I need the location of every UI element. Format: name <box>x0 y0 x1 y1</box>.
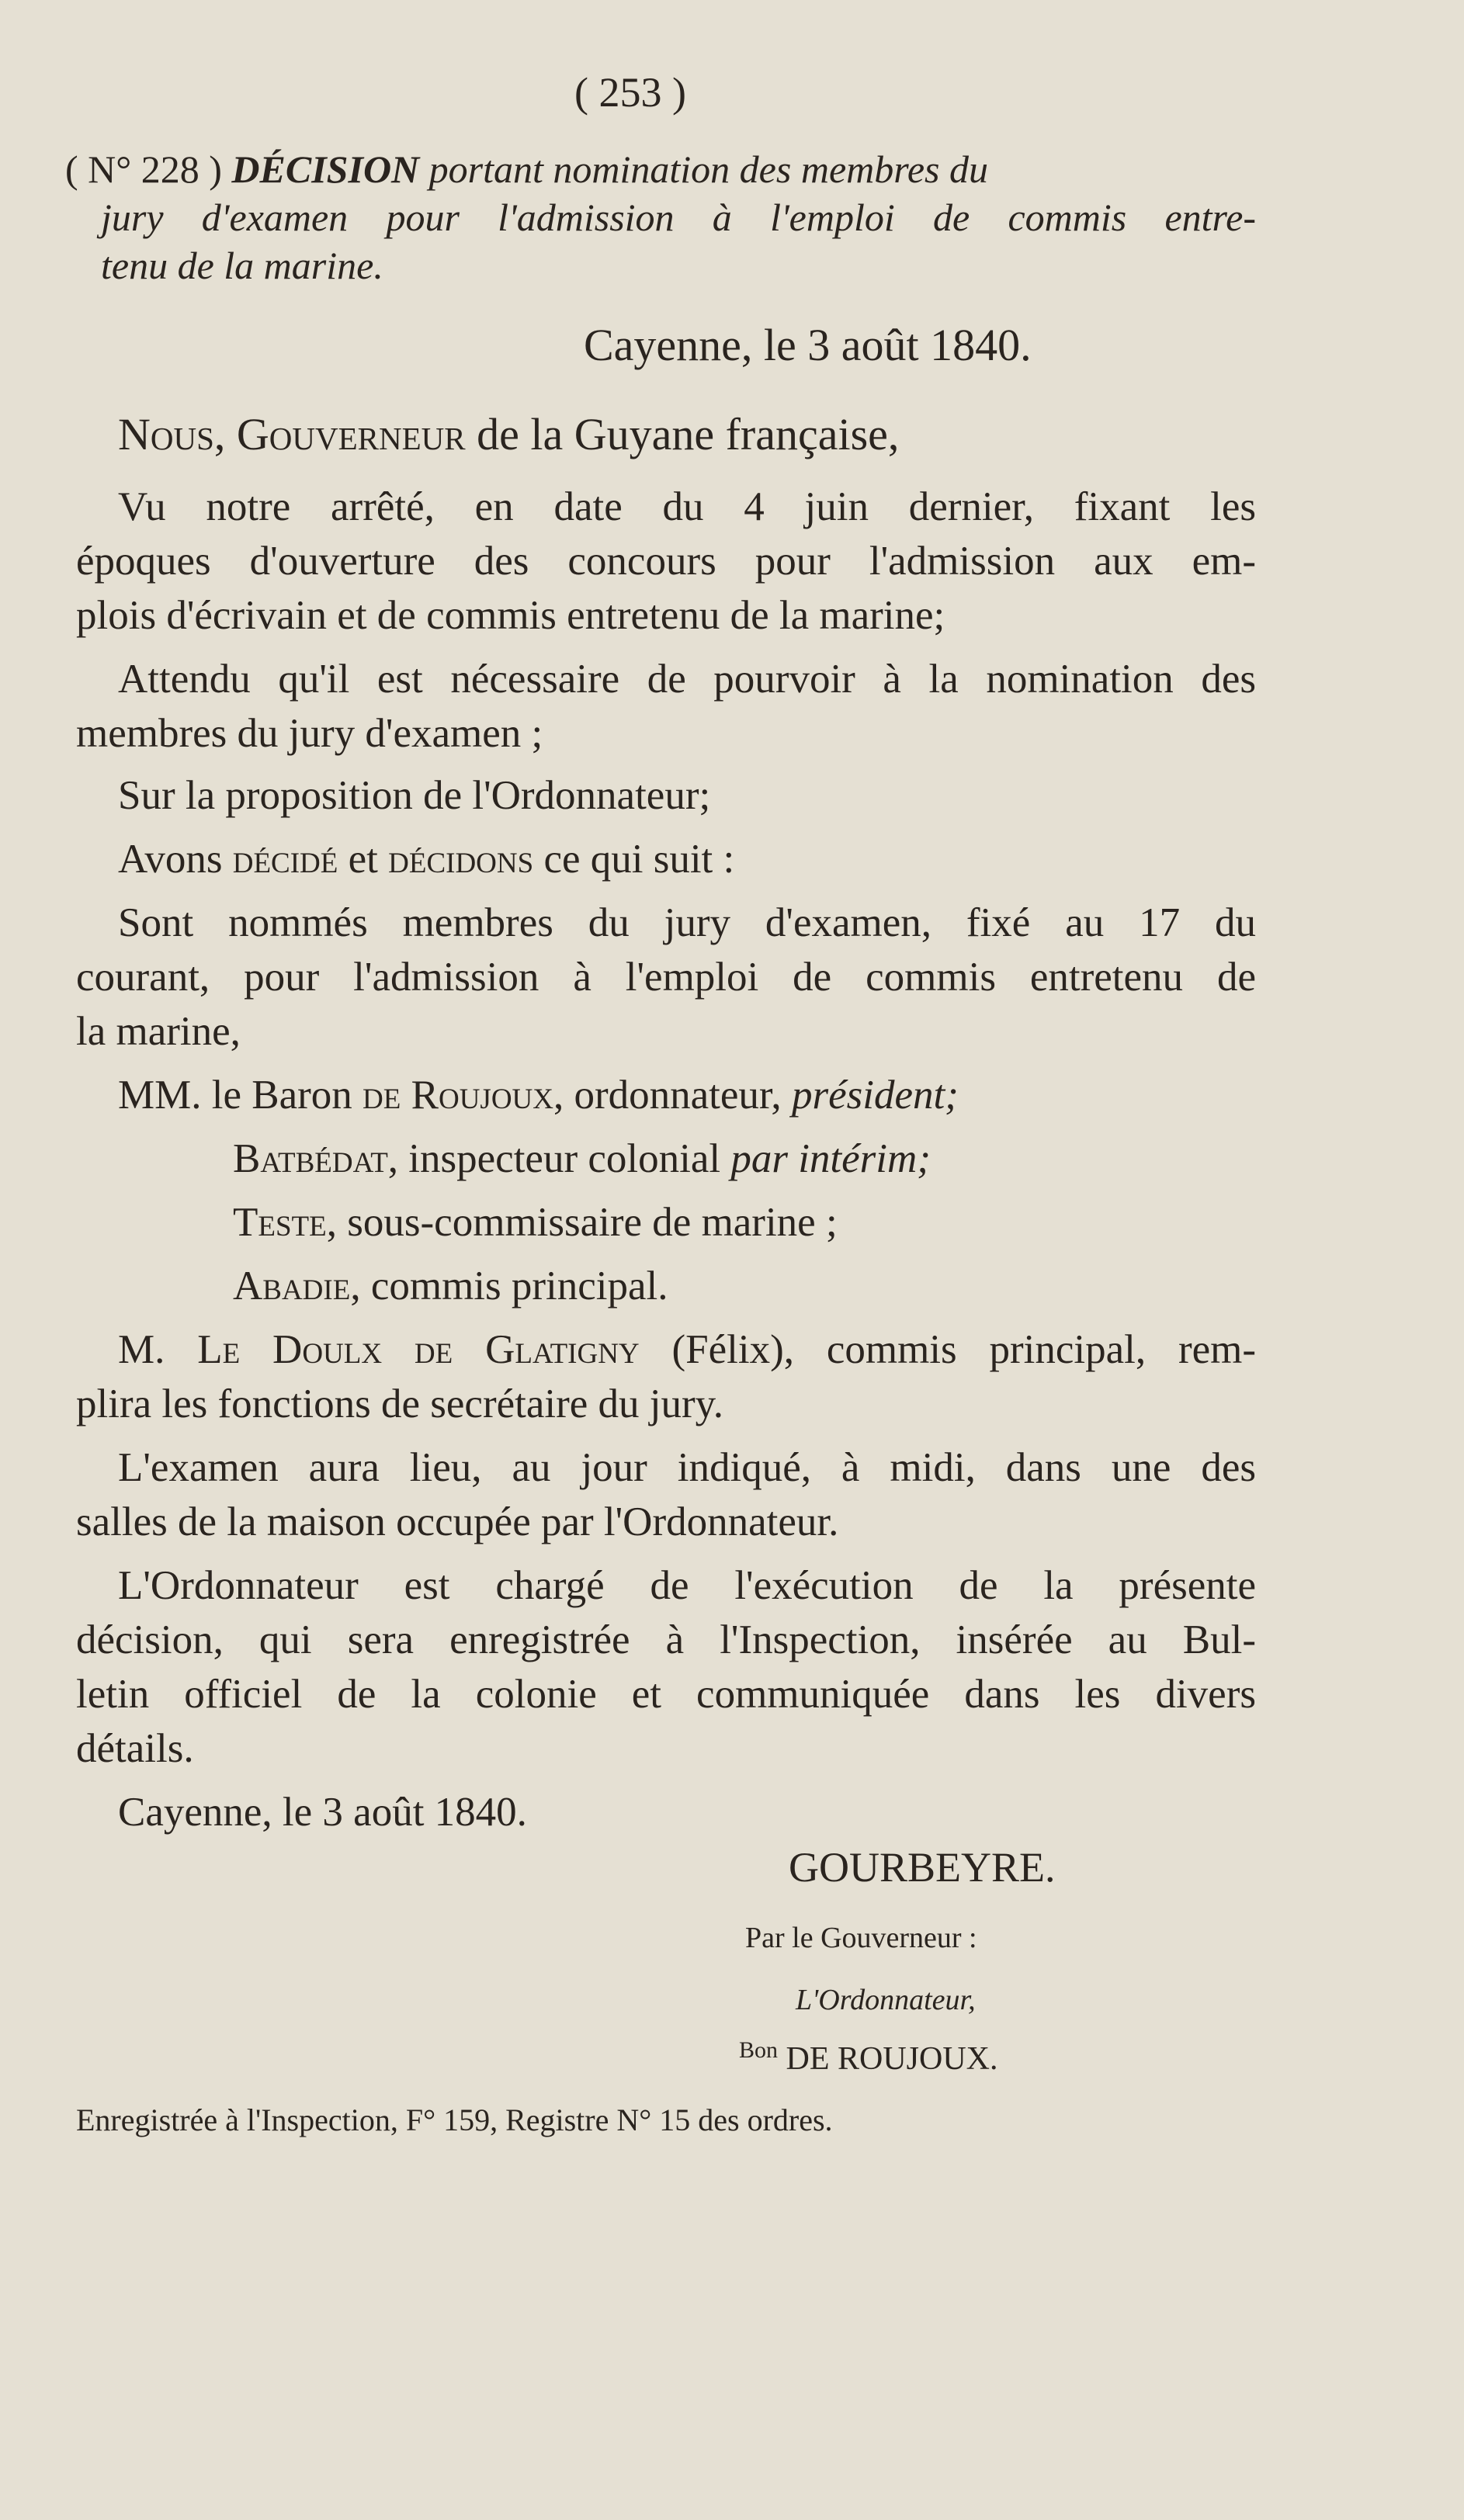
member-2-name: Batbédat <box>233 1136 388 1181</box>
preamble <box>118 407 1298 462</box>
member-3-role: , sous-commissaire de marine ; <box>326 1200 838 1245</box>
decision-heading-line-1 <box>65 142 1245 196</box>
attendu-line-2: membres du jury d'examen ; <box>76 711 543 756</box>
preamble-gouverneur: Gouverneur <box>236 409 466 459</box>
decidons-word: décidons <box>388 837 534 882</box>
secretary-line-1 <box>118 1322 1256 1377</box>
decision-title-1: portant nomination des membres du <box>428 147 988 191</box>
member-1-name: Roujoux <box>411 1073 553 1118</box>
secretary-m: M. <box>118 1327 165 1372</box>
decision-title-3: tenu de la marine. <box>101 244 383 287</box>
ordonnateur-line-1: L'Ordonnateur est chargé de l'exécution de la présente <box>118 1563 1256 1608</box>
examen-line-2: salles de la maison occupée par l'Ordonnateur. <box>76 1499 839 1544</box>
vu-line-3: plois d'écrivain et de commis entretenu de la marine; <box>76 593 945 638</box>
secretary-name: Le Doulx de Glatigny <box>197 1327 640 1372</box>
par-le-gouverneur: Par le Gouverneur : <box>745 1922 977 1954</box>
baron-abbrev: Bon <box>739 2037 779 2063</box>
member-1-particle: de <box>363 1073 401 1118</box>
vu-line-2: époques d'ouverture des concours pour l'admission aux em- <box>76 539 1256 584</box>
signature-gourbeyre: GOURBEYRE. <box>789 1844 1056 1891</box>
member-2-title: par intérim; <box>730 1136 931 1181</box>
sont-line-2: courant, pour l'admission à l'emploi de commis entretenu de <box>76 955 1256 1000</box>
sont-line-1: Sont nommés membres du jury d'examen, fixé au 17 du <box>118 900 1256 945</box>
member-2 <box>233 1132 1413 1186</box>
member-3-name: Teste <box>233 1200 327 1245</box>
page-number: ( 253 ) <box>574 69 686 116</box>
secretary-line-2: plira les fonctions de secrétaire du jury. <box>76 1381 723 1426</box>
avons-word: Avons <box>118 837 223 882</box>
preamble-rest: de la Guyane française, <box>477 409 900 459</box>
mm-label: MM. <box>118 1073 202 1118</box>
ordonnateur-line-2: décision, qui sera enregistrée à l'Inspection, insérée au Bul- <box>76 1617 1256 1662</box>
sont-line-3: la marine, <box>76 1009 241 1054</box>
ordonnateur-line-4: détails. <box>76 1726 194 1771</box>
place-date: Cayenne, le 3 août 1840. <box>584 320 1032 370</box>
member-2-role: , inspecteur colonial <box>387 1136 721 1181</box>
decision-title-2: jury d'examen pour l'admission à l'emploi de commis entre- <box>101 196 1256 239</box>
member-1-role: , ordonnateur, <box>553 1073 782 1118</box>
decide-word: décidé <box>232 837 338 882</box>
avons-rest: ce qui suit : <box>543 837 735 882</box>
decision-number: ( N° 228 ) <box>65 147 222 191</box>
member-1 <box>118 1068 1298 1122</box>
countersign-name: DE ROUJOUX. <box>786 2041 998 2077</box>
member-4 <box>233 1259 1413 1313</box>
avons-decide <box>118 832 1298 886</box>
countersignature <box>739 2037 998 2078</box>
registration-note: Enregistrée à l'Inspection, F° 159, Registre N° 15 des ordres. <box>76 2102 833 2137</box>
examen-line-1: L'examen aura lieu, au jour indiqué, à midi, dans une des <box>118 1445 1256 1490</box>
sur-proposition: Sur la proposition de l'Ordonnateur; <box>118 773 711 818</box>
closing-date: Cayenne, le 3 août 1840. <box>118 1790 527 1835</box>
member-4-name: Abadie <box>233 1263 351 1309</box>
preamble-nous: Nous, <box>118 409 226 459</box>
member-1-title: président; <box>791 1073 959 1118</box>
decision-type: DÉCISION <box>231 147 420 191</box>
et-word: et <box>348 837 378 882</box>
ordonnateur-title: L'Ordonnateur, <box>796 1984 976 2016</box>
attendu-line-1: Attendu qu'il est nécessaire de pourvoir à la nomination des <box>118 657 1256 702</box>
member-4-role: , commis principal. <box>350 1263 668 1309</box>
member-1-prefix: le Baron <box>211 1073 352 1118</box>
ordonnateur-line-3: letin officiel de la colonie et communiquée dans les divers <box>76 1672 1256 1717</box>
member-3 <box>233 1195 1413 1250</box>
secretary-rest: (Félix), commis principal, rem- <box>671 1327 1257 1372</box>
vu-line-1: Vu notre arrêté, en date du 4 juin dernier, fixant les <box>118 484 1256 529</box>
